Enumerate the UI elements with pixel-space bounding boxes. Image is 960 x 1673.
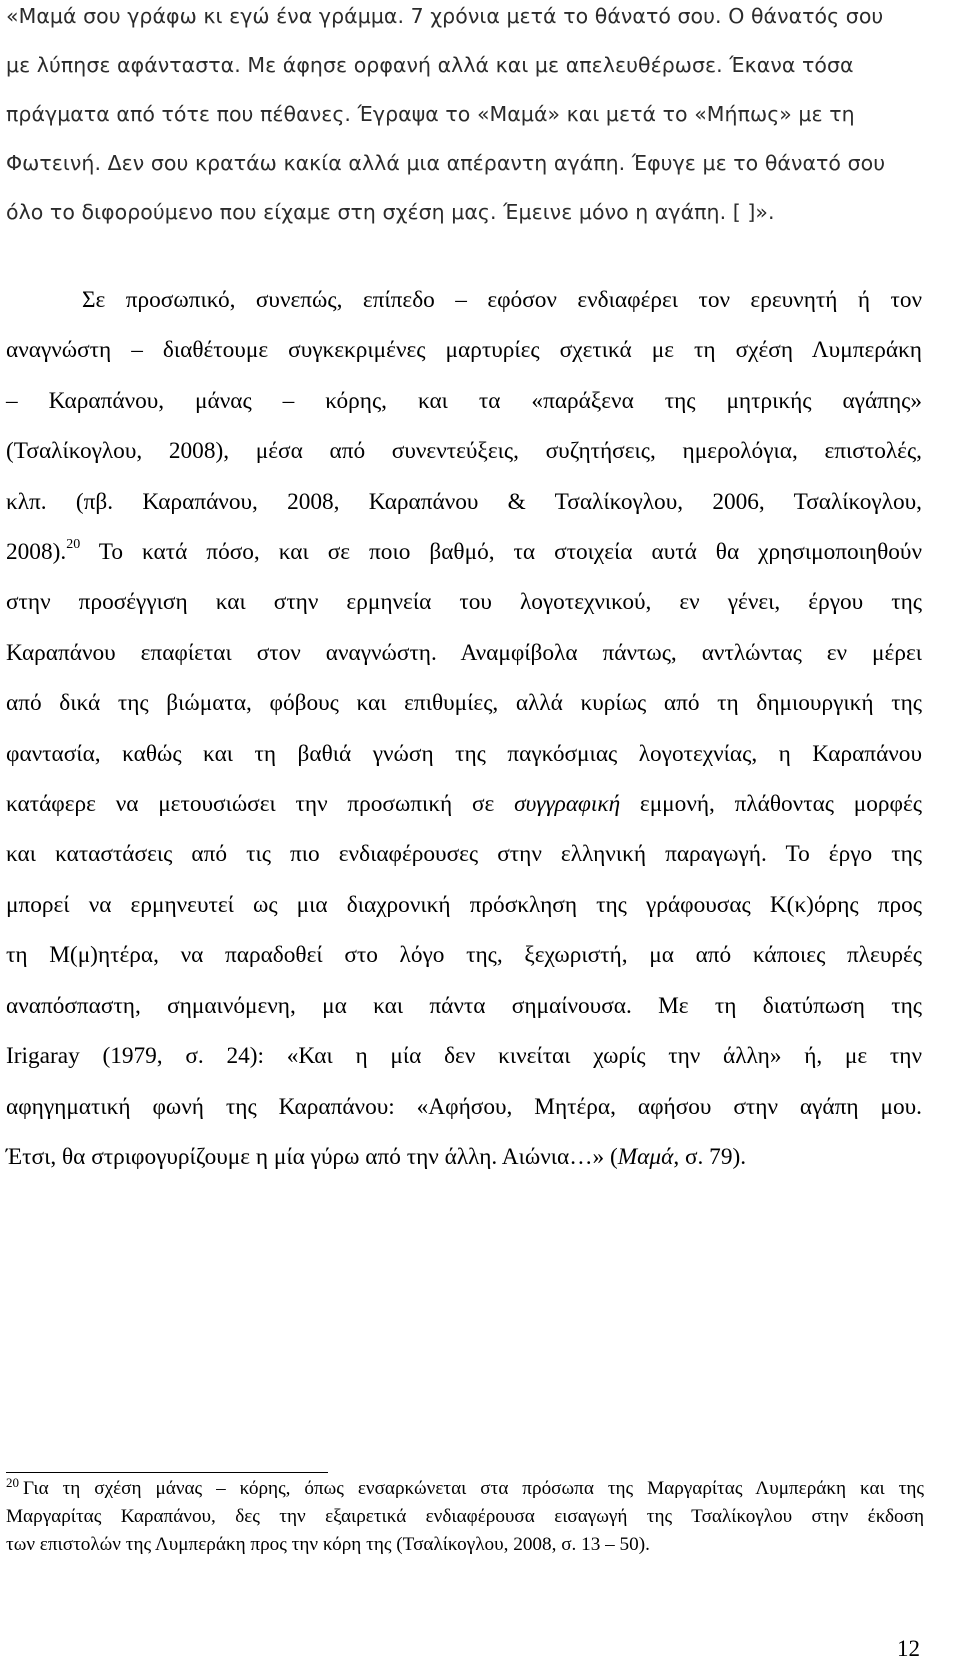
- quote-line: πράγματα από τότε που πέθανες. Έγραψα το «Μαμά» και μετά το «Μήπως» με τη: [6, 102, 855, 126]
- footnote-line: Μαργαρίτας Καραπάνου, δες την εξαιρετικά ενδιαφέρουσα εισαγωγή της Τσαλίκογλου στην έκδοση: [6, 1506, 924, 1527]
- text-run: εμμονή, πλάθοντας μορφές: [620, 791, 922, 818]
- paragraph-line: Irigaray (1979, σ. 24): «Και η μία δεν κινείται χωρίς την άλλη» ή, με την: [6, 1043, 922, 1070]
- text-run: Για τη σχέση μάνας – κόρης, όπως ενσαρκώνεται στα πρόσωπα της Μαργαρίτας Λυμπεράκη και της: [23, 1478, 924, 1499]
- text-run: Έτσι, θα στριφογυρίζουμε η μία γύρω από την άλλη. Αιώνια…» (: [6, 1143, 618, 1170]
- footnote-line: [6, 1475, 924, 1503]
- quote-line: με λύπησε αφάνταστα. Με άφησε ορφανή αλλά και με απελευθέρωσε. Έκανα τόσα: [6, 53, 854, 77]
- paragraph-line: [6, 1132, 922, 1182]
- paragraph-line: αναγνώστη – διαθέτουμε συγκεκριμένες μαρτυρίες σχετικά με τη σχέση Λυμπεράκη: [6, 337, 922, 364]
- paragraph-line: (Τσαλίκογλου, 2008), μέσα από συνεντεύξεις, συζητήσεις, ημερολόγια, επιστολές,: [6, 438, 922, 465]
- quote-line: Φωτεινή. Δεν σου κρατάω κακία αλλά μια απέραντη αγάπη. Έφυγε με το θάνατό σου: [6, 151, 886, 175]
- quote-line: «Μαμά σου γράφω κι εγώ ένα γράμμα. 7 χρόνια μετά το θάνατό σου. Ο θάνατός σου: [6, 4, 884, 28]
- paragraph-line: Σε προσωπικό, συνεπώς, επίπεδο – εφόσον ενδιαφέρει τον ερευνητή ή τον: [82, 287, 922, 313]
- block-quote: [6, 0, 906, 237]
- paragraph-line: – Καραπάνου, μάνας – κόρης, και τα «παράξενα της μητρικής αγάπης»: [6, 387, 922, 414]
- paragraph-line: από δικά της βιώματα, φόβους και επιθυμίες, αλλά κυρίως από τη δημιουργική της: [6, 690, 922, 717]
- footnote-mark: 20: [6, 1474, 19, 1490]
- footnote: [6, 1475, 924, 1559]
- italic-title: Μαμά: [617, 1143, 674, 1170]
- paragraph-line: αναπόσπαστη, σημαινόμενη, μα και πάντα σημαίνουσα. Με τη διατύπωση της: [6, 992, 922, 1019]
- quote-line: όλο το διφορούμενο που είχαμε στη σχέση μας. Έμεινε μόνο η αγάπη. [ ]».: [6, 200, 775, 224]
- paragraph-line: φαντασία, καθώς και τη βαθιά γνώση της παγκόσμιας λογοτεχνίας, η Καραπάνου: [6, 740, 922, 767]
- italic-term: συγγραφική: [514, 791, 621, 818]
- paragraph-line: μπορεί να ερμηνευτεί ως μια διαχρονική πρόσκληση της γράφουσας Κ(κ)όρης προς: [6, 891, 922, 918]
- footnote-separator: [6, 1472, 328, 1473]
- text-run: , σ. 79).: [673, 1143, 747, 1170]
- text-run: Το κατά πόσο, και σε ποιο βαθμό, τα στοιχεία αυτά θα χρησιμοποιηθούν: [80, 539, 922, 566]
- paragraph-line: αφηγηματική φωνή της Καραπάνου: «Αφήσου, Μητέρα, αφήσου στην αγάπη μου.: [6, 1093, 922, 1120]
- paragraph-line: στην προσέγγιση και στην ερμηνεία του λογοτεχνικού, εν γένει, έργου της: [6, 589, 922, 616]
- paragraph-line: [6, 779, 922, 829]
- text-run: 2008).: [6, 539, 67, 566]
- text-run: κατάφερε να μετουσιώσει την προσωπική σε: [6, 791, 515, 818]
- paragraph-line: [6, 527, 922, 577]
- paragraph-line: και καταστάσεις από τις πιο ενδιαφέρουσες στην ελληνική παραγωγή. Το έργο της: [6, 841, 922, 868]
- paragraph-line: Καραπάνου επαφίεται στον αναγνώστη. Αναμφίβολα πάντως, αντλώντας εν μέρει: [6, 639, 922, 666]
- paragraph-line: τη Μ(μ)ητέρα, να παραδοθεί στο λόγο της, ξεχωριστή, μα από κάποιες πλευρές: [6, 942, 922, 969]
- body-paragraph: [6, 275, 922, 1182]
- page-number: 12: [897, 1636, 920, 1661]
- footnote-reference[interactable]: 20: [66, 537, 81, 553]
- paragraph-line: κλπ. (πβ. Καραπάνου, 2008, Καραπάνου & Τσαλίκογλου, 2006, Τσαλίκογλου,: [6, 488, 922, 515]
- footnote-line: των επιστολών της Λυμπεράκη προς την κόρη της (Τσαλίκογλου, 2008, σ. 13 – 50).: [6, 1534, 650, 1555]
